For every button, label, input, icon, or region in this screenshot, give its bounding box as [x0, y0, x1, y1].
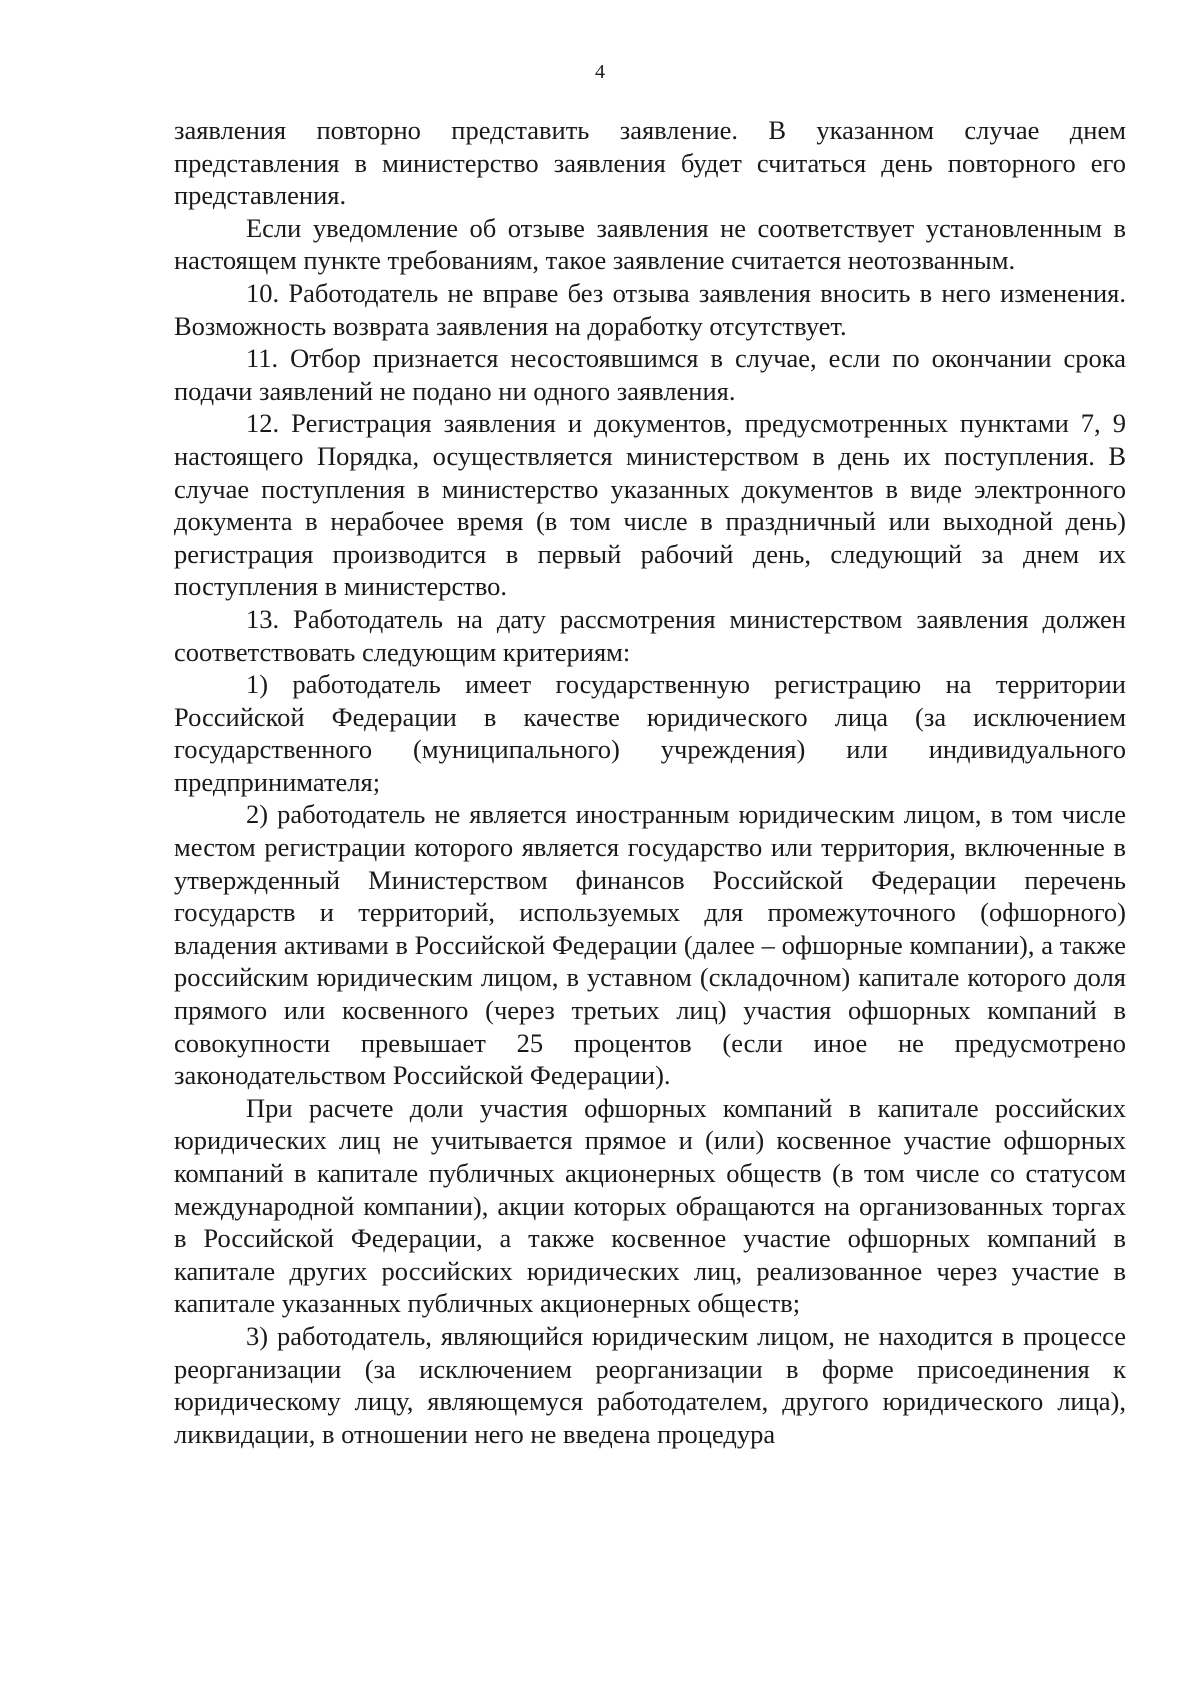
paragraph-item-13-2: 2) работодатель не является иностранным юридическим лицом, в том числе местом регистрации которого является государство или территория, включенные в утвержденный Министерством финансов Российской Федерации перечень государств и территорий, используемых для промежуточного (офшорного) владения активами в Российской Федерации (далее – офшорные компании), а также российским юридическим лицом, в уставном (складочном) капитале которого доля прямого или косвенного (через третьих лиц) участия офшорных компаний в совокупности превышает 25 процентов (если иное не предусмотрено законодательством Российской Федерации). [174, 799, 1126, 1091]
paragraph-item-13-3: 3) работодатель, являющийся юридическим лицом, не находится в процессе реорганизации (за исключением реорганизации в форме присоединения к юридическому лицу, являющемуся работодателем, другого юридического лица), ликвидации, в отношении него не введена процедура [174, 1320, 1126, 1449]
paragraph-revocation-nonconforming: Если уведомление об отзыве заявления не соответствует установленным в настоящем пункте требованиям, такое заявление считается неотозванным. [174, 212, 1126, 276]
paragraph-item-13-1: 1) работодатель имеет государственную регистрацию на территории Российской Федерации в качестве юридического лица (за исключением государственного (муниципального) учреждения) или индивидуального предпринимателя; [174, 669, 1126, 797]
paragraph-item-10: 10. Работодатель не вправе без отзыва заявления вносить в него изменения. Возможность возврата заявления на доработку отсутствует. [174, 277, 1126, 341]
paragraph-item-13: 13. Работодатель на дату рассмотрения министерством заявления должен соответствовать следующим критериям: [174, 603, 1126, 667]
paragraph-continuation: заявления повторно представить заявление. В указанном случае днем представления в министерство заявления будет считаться день повторного его представления. [174, 115, 1126, 211]
paragraph-item-11: 11. Отбор признается несостоявшимся в случае, если по окончании срока подачи заявлений не подано ни одного заявления. [174, 343, 1126, 406]
page-number: 4 [595, 61, 605, 83]
paragraph-item-12: 12. Регистрация заявления и документов, предусмотренных пунктами 7, 9 настоящего Порядка, осуществляется министерством в день их поступления. В случае поступления в министерство указанных документов в виде электронного документа в нерабочее время (в том числе в праздничный или выходной день) регистрация производится в первый рабочий день, следующий за днем их поступления в министерство. [174, 408, 1126, 602]
paragraph-offshore-calculation: При расчете доли участия офшорных компаний в капитале российских юридических лиц не учитывается прямое и (или) косвенное участие офшорных компаний в капитале публичных акционерных обществ (в том числе со статусом международной компании), акции которых обращаются на организованных торгах в Российской Федерации, а также косвенное участие офшорных компаний в капитале других российских юридических лиц, реализованное через участие в капитале указанных публичных акционерных обществ; [174, 1092, 1126, 1319]
document-body [174, 114, 1126, 1450]
